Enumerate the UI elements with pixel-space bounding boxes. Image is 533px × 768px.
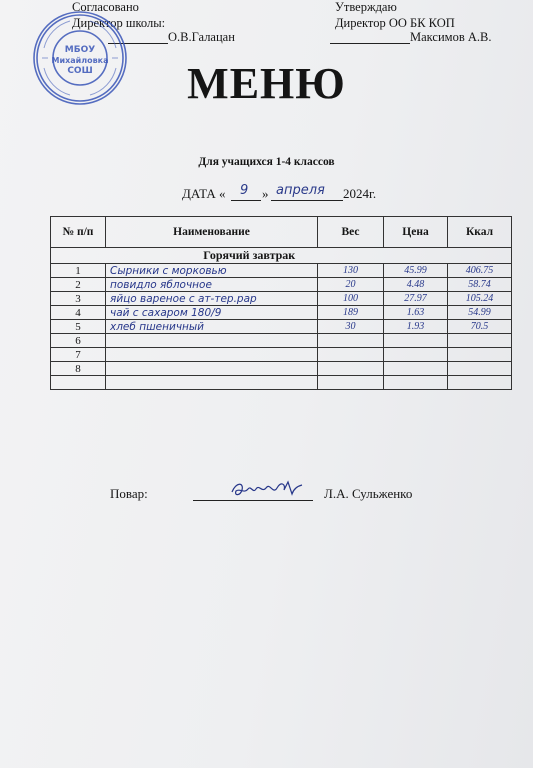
table-row xyxy=(51,320,512,334)
table-row xyxy=(51,362,512,376)
row-dish-name: повидло яблочное xyxy=(106,278,318,292)
row-weight: 30 xyxy=(318,320,384,334)
date-month-line xyxy=(271,200,343,201)
row-weight xyxy=(318,334,384,348)
row-number: 6 xyxy=(51,334,106,348)
row-price xyxy=(384,348,448,362)
row-kcal: 58.74 xyxy=(448,278,512,292)
row-price: 1.63 xyxy=(384,306,448,320)
col-kcal: Ккал xyxy=(448,217,512,248)
date-day-line xyxy=(231,200,261,201)
row-price: 1.93 xyxy=(384,320,448,334)
row-number: 8 xyxy=(51,362,106,376)
row-weight xyxy=(318,376,384,390)
table-row xyxy=(51,376,512,390)
row-number xyxy=(51,376,106,390)
table-row xyxy=(51,334,512,348)
row-dish-name: яйцо вареное с ат-тер.рар xyxy=(106,292,318,306)
row-weight xyxy=(318,362,384,376)
date-day: 9 xyxy=(240,183,249,198)
row-kcal xyxy=(448,334,512,348)
table-row xyxy=(51,348,512,362)
row-dish-name: чай с сахаром 180/9 xyxy=(106,306,318,320)
row-weight: 20 xyxy=(318,278,384,292)
row-price xyxy=(384,376,448,390)
section-row xyxy=(51,248,512,264)
row-price xyxy=(384,362,448,376)
row-number: 1 xyxy=(51,264,106,278)
row-weight: 189 xyxy=(318,306,384,320)
row-dish-name xyxy=(106,334,318,348)
kop-director-name: Максимов А.В. xyxy=(410,30,492,44)
stamp-line-2: Михайловка xyxy=(51,56,109,65)
section-title: Горячий завтрак xyxy=(51,248,448,264)
row-kcal: 54.99 xyxy=(448,306,512,320)
menu-table xyxy=(50,216,512,390)
row-price: 27.97 xyxy=(384,292,448,306)
school-director-name: О.В.Галацан xyxy=(168,30,235,44)
cook-signature xyxy=(226,476,306,502)
page-title: МЕНЮ xyxy=(187,59,346,108)
row-kcal: 105.24 xyxy=(448,292,512,306)
row-kcal: 70.5 xyxy=(448,320,512,334)
row-dish-name xyxy=(106,362,318,376)
col-price: Цена xyxy=(384,217,448,248)
table-row xyxy=(51,264,512,278)
cook-label: Повар: xyxy=(110,486,148,501)
stamp-line-3: СОШ xyxy=(67,66,93,76)
row-number: 4 xyxy=(51,306,106,320)
row-number: 5 xyxy=(51,320,106,334)
cook-name: Л.А. Сульженко xyxy=(324,486,413,501)
row-weight: 100 xyxy=(318,292,384,306)
table-header-row xyxy=(51,217,512,248)
kop-director-label: Директор ОО БК КОП xyxy=(335,16,455,30)
right-signature-line xyxy=(330,43,410,44)
agreed-label: Согласовано xyxy=(72,0,139,14)
row-dish-name: хлеб пшеничный xyxy=(106,320,318,334)
row-price: 45.99 xyxy=(384,264,448,278)
row-kcal xyxy=(448,348,512,362)
date-prefix: ДАТА « xyxy=(182,186,226,201)
row-number: 2 xyxy=(51,278,106,292)
stamp-line-1: МБОУ xyxy=(64,45,96,55)
row-dish-name xyxy=(106,348,318,362)
col-number: № п/п xyxy=(51,217,106,248)
row-price xyxy=(384,334,448,348)
date-year: 2024г. xyxy=(343,186,377,201)
date-mid: » xyxy=(262,186,269,201)
row-price: 4.48 xyxy=(384,278,448,292)
col-weight: Вес xyxy=(318,217,384,248)
table-row xyxy=(51,278,512,292)
row-kcal xyxy=(448,362,512,376)
row-number: 7 xyxy=(51,348,106,362)
row-kcal xyxy=(448,376,512,390)
row-weight xyxy=(318,348,384,362)
date-month: апреля xyxy=(276,183,325,198)
row-weight: 130 xyxy=(318,264,384,278)
approved-label: Утверждаю xyxy=(335,0,397,14)
subtitle: Для учащихся 1-4 классов xyxy=(198,156,335,168)
table-row xyxy=(51,306,512,320)
row-dish-name: Сырники с морковью xyxy=(106,264,318,278)
row-dish-name xyxy=(106,376,318,390)
row-number: 3 xyxy=(51,292,106,306)
section-row-end xyxy=(448,248,512,264)
table-row xyxy=(51,292,512,306)
school-director-label: Директор школы: xyxy=(72,16,166,30)
col-name: Наименование xyxy=(106,217,318,248)
row-kcal: 406.75 xyxy=(448,264,512,278)
